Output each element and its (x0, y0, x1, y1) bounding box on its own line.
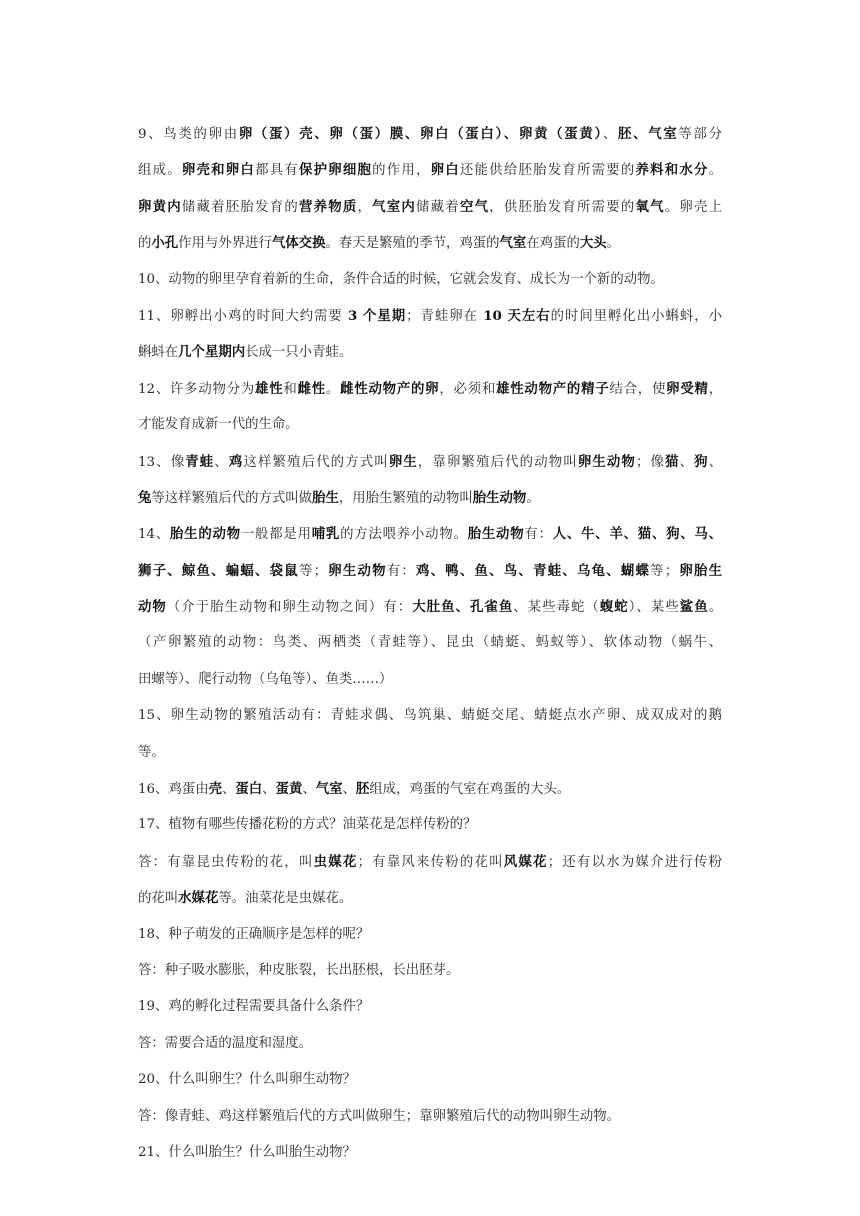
text-line (138, 225, 722, 261)
text-segment: （介于胎生动物和卵生动物之间）有： (166, 600, 413, 616)
bold-term: 雄性 (255, 380, 284, 397)
text-line (138, 880, 722, 916)
text-segment: 9、鸟类的卵由 (138, 127, 239, 142)
text-segment: 、 (302, 782, 316, 798)
bold-term: 胎生动物 (467, 526, 525, 543)
text-segment: 20、什么叫卵生？什么叫卵生动物？ (138, 1072, 356, 1088)
text-segment: 这样繁殖后代的方式叫 (243, 454, 389, 470)
text-segment: ，供胚胎发育所需要的 (489, 199, 636, 215)
text-segment: （产卵繁殖的动物：鸟类、两栖类（青蛙等）、昆虫（蜻蜓、蚂蚁等）、软体动物（蜗牛、 (138, 635, 722, 651)
text-segment: ；像 (635, 454, 666, 470)
text-segment: 、 (222, 782, 236, 798)
text-line (138, 152, 722, 188)
text-segment: 等； (298, 563, 327, 579)
text-segment: 的方法喂养小动物。 (340, 527, 468, 543)
text-segment: 等部分 (678, 127, 722, 142)
bold-term: 胎生动物 (472, 489, 527, 506)
text-segment: 答：像青蛙、鸡这样繁殖后代的方式叫做卵生；靠卵繁殖后代的动物叫卵生动物。 (138, 1108, 621, 1124)
text-segment: 有： (524, 527, 553, 543)
text-segment: 才能发育成新一代的生命。 (138, 417, 299, 433)
bold-term: 胚 (355, 781, 370, 798)
bold-term: 蝮蛇 (599, 599, 629, 616)
text-segment: 田螺等）、爬行动物（乌龟等）、鱼类……） (138, 671, 393, 687)
bold-term: 雄性动物产的精子 (496, 380, 610, 397)
bold-term: 卵生动物 (326, 562, 387, 579)
text-line (138, 589, 722, 625)
text-line (138, 516, 722, 552)
text-line (138, 917, 722, 953)
text-segment: 、 (214, 454, 229, 470)
text-segment: 结合，使 (609, 381, 667, 397)
text-line (138, 1026, 722, 1062)
bold-term: 卵黄内 (138, 198, 182, 215)
text-line (138, 189, 722, 225)
text-segment: 、 (342, 782, 356, 798)
bold-term: 雌性 (297, 380, 326, 397)
bold-term: 虫媒花 (313, 853, 358, 870)
text-segment: 15、卵生动物的繁殖活动有：青蛙求偶、鸟筑巢、蜻蜓交尾、蜻蜓点水产卵、成双成对的鹅 (138, 708, 722, 724)
bold-term: 胚、气室 (618, 126, 679, 142)
text-segment: 等。 (138, 744, 165, 760)
text-line (138, 407, 722, 443)
text-line (138, 698, 722, 734)
text-segment: 等。油菜花是虫媒花。 (218, 891, 353, 907)
bold-term: 氧气 (635, 198, 665, 215)
bold-term: 3 个星期 (348, 307, 407, 324)
text-segment: 和 (283, 381, 298, 397)
text-segment: 储藏着胚胎发育的 (181, 199, 299, 215)
bold-term: 10 天左右 (483, 307, 551, 324)
text-line (138, 444, 722, 480)
text-line (138, 953, 722, 989)
text-line (138, 662, 722, 698)
bold-term: 鲨鱼 (679, 599, 709, 616)
text-segment: ， (708, 381, 722, 397)
text-segment: 还能供给胚胎发育所需要的 (459, 163, 636, 179)
bold-term: 胎生的动物 (170, 526, 241, 543)
text-line (138, 1135, 722, 1171)
text-segment: 、某些毒蛇（ (513, 600, 600, 616)
text-segment: 的作用， (372, 163, 431, 179)
text-line (138, 262, 722, 298)
text-segment: 13、像 (138, 454, 186, 470)
text-segment: ；有靠风来传粉的花叫 (357, 854, 504, 870)
bold-term: 狮子、鲸鱼、蝙蝠、袋鼠 (138, 562, 299, 579)
bold-term: 卵生动物 (577, 453, 636, 470)
bold-term: 卵（蛋）壳、卵（蛋）膜、卵白（蛋白）、卵黄（蛋黄） (238, 126, 603, 142)
bold-term: 青蛙 (185, 453, 215, 470)
bold-term: 气室 (499, 235, 527, 252)
text-line (138, 298, 722, 334)
text-line (138, 1062, 722, 1098)
text-segment: 10、动物的卵里孕育着新的生命，条件合适的时候，它就会发育、成长为一个新的动物。 (138, 271, 664, 287)
bold-term: 卵生 (388, 453, 418, 470)
text-line (138, 989, 722, 1025)
text-segment: 作用与外界进行 (178, 236, 272, 252)
text-segment: 18、种子萌发的正确顺序是怎样的呢？ (138, 926, 370, 942)
text-line (138, 625, 722, 661)
text-segment: 组成。 (138, 163, 182, 179)
bold-term: 雌性动物产的卵 (340, 380, 440, 397)
text-segment: 、 (602, 127, 619, 142)
bold-term: 狗 (694, 453, 709, 470)
bold-term: 猫 (665, 453, 680, 470)
text-segment: 12、许多动物分为 (138, 381, 256, 397)
text-segment: 长成一只小青蛙。 (245, 345, 353, 361)
text-segment: 。春天是繁殖的季节，鸡蛋的 (325, 236, 500, 252)
bold-term: 哺乳 (311, 526, 341, 543)
bold-term: 几个星期内 (178, 344, 246, 361)
text-line (138, 844, 722, 880)
text-line (138, 371, 722, 407)
text-segment: 蝌蚪在 (138, 345, 179, 361)
bold-term: 气室 (315, 781, 343, 798)
text-line (138, 1099, 722, 1135)
text-segment: 答：有靠昆虫传粉的花，叫 (138, 854, 314, 870)
text-segment: 答：种子吸水膨胀，种皮胀裂，长出胚根，长出胚芽。 (138, 962, 460, 978)
text-segment: 。 (606, 236, 621, 252)
bold-term: 养料和水分 (635, 162, 709, 179)
bold-term: 蛋黄 (275, 781, 303, 798)
bold-term: 气室内 (372, 198, 417, 215)
bold-term: 小孔 (151, 235, 179, 252)
text-segment: 。 (708, 163, 722, 179)
bold-term: 兔 (138, 489, 152, 506)
bold-term: 壳 (208, 781, 222, 798)
text-segment: 。 (708, 600, 722, 616)
text-segment: 储藏着 (416, 199, 460, 215)
text-segment: 的 (138, 236, 152, 252)
text-segment: 14、 (138, 527, 170, 543)
bold-term: 大肚鱼、孔雀鱼 (412, 599, 514, 616)
text-segment: ，必须和 (439, 381, 497, 397)
bold-term: 动物 (138, 599, 167, 616)
bold-term: 胎生 (312, 489, 339, 506)
text-segment: 。 (325, 381, 341, 397)
text-segment: 组成，鸡蛋的气室在鸡蛋的大头。 (369, 782, 571, 798)
text-segment: ；还有以水为媒介进行传粉 (547, 854, 722, 870)
text-segment: 的时间里孵化出小蝌蚪，小 (550, 308, 722, 324)
text-segment: 有： (386, 563, 417, 579)
bold-term: 卵受精 (666, 380, 709, 397)
text-line (138, 553, 722, 589)
text-segment: 答：需要合适的温度和湿度。 (138, 1035, 313, 1051)
text-segment: ， (357, 199, 373, 215)
bold-term: 气体交换 (271, 235, 326, 252)
text-line (138, 771, 722, 807)
text-segment: ）、某些 (628, 600, 680, 616)
text-line (138, 480, 722, 516)
text-segment: 。 (526, 490, 540, 506)
bold-term: 营养物质 (298, 198, 358, 215)
text-segment: 等这样繁殖后代的方式叫做 (151, 490, 313, 506)
bold-term: 保护卵细胞 (298, 162, 373, 179)
bold-term: 蛋白 (235, 781, 263, 798)
text-segment: 、 (679, 454, 695, 470)
bold-term: 人、牛、羊、猫、狗、马、 (552, 526, 722, 543)
text-line (138, 116, 722, 152)
text-segment: 等； (650, 563, 679, 579)
bold-term: 水媒花 (178, 890, 219, 907)
text-segment: 的花叫 (138, 891, 179, 907)
text-segment: 21、什么叫胎生？什么叫胎生动物？ (138, 1144, 356, 1160)
text-line (138, 735, 722, 771)
text-segment: 17、植物有哪些传播花粉的方式？油菜花是怎样传粉的？ (138, 817, 477, 833)
bold-term: 鸡、鸭、鱼、鸟、青蛙、乌龟、蝴蝶 (416, 562, 651, 579)
bold-term: 大头 (579, 235, 607, 252)
bold-term: 空气 (459, 198, 490, 215)
text-segment: 11、卵孵出小鸡的时间大约需要 (138, 308, 349, 324)
text-segment: 、 (262, 782, 276, 798)
text-segment: 都具有 (255, 163, 299, 179)
text-segment: 16、鸡蛋由 (138, 782, 209, 798)
bold-term: 卵胎生 (678, 562, 722, 579)
text-line (138, 807, 722, 843)
bold-term: 风媒花 (503, 853, 548, 870)
bold-term: 卵白 (430, 162, 460, 179)
text-segment: ，靠卵繁殖后代的动物叫 (417, 454, 578, 470)
text-segment: 一般都是用 (240, 527, 312, 543)
bold-term: 卵壳和卵白 (181, 162, 256, 179)
text-segment: ，用胎生繁殖的动物叫 (338, 490, 473, 506)
text-segment: 在鸡蛋的 (526, 236, 580, 252)
text-segment: ；青蛙卵在 (406, 308, 484, 324)
text-line (138, 334, 722, 370)
text-segment: 、 (708, 454, 722, 470)
bold-term: 鸡 (228, 453, 244, 470)
document-body (138, 116, 722, 1171)
text-segment: 19、鸡的孵化过程需要具备什么条件？ (138, 999, 370, 1015)
text-segment: 。卵壳上 (664, 199, 722, 215)
